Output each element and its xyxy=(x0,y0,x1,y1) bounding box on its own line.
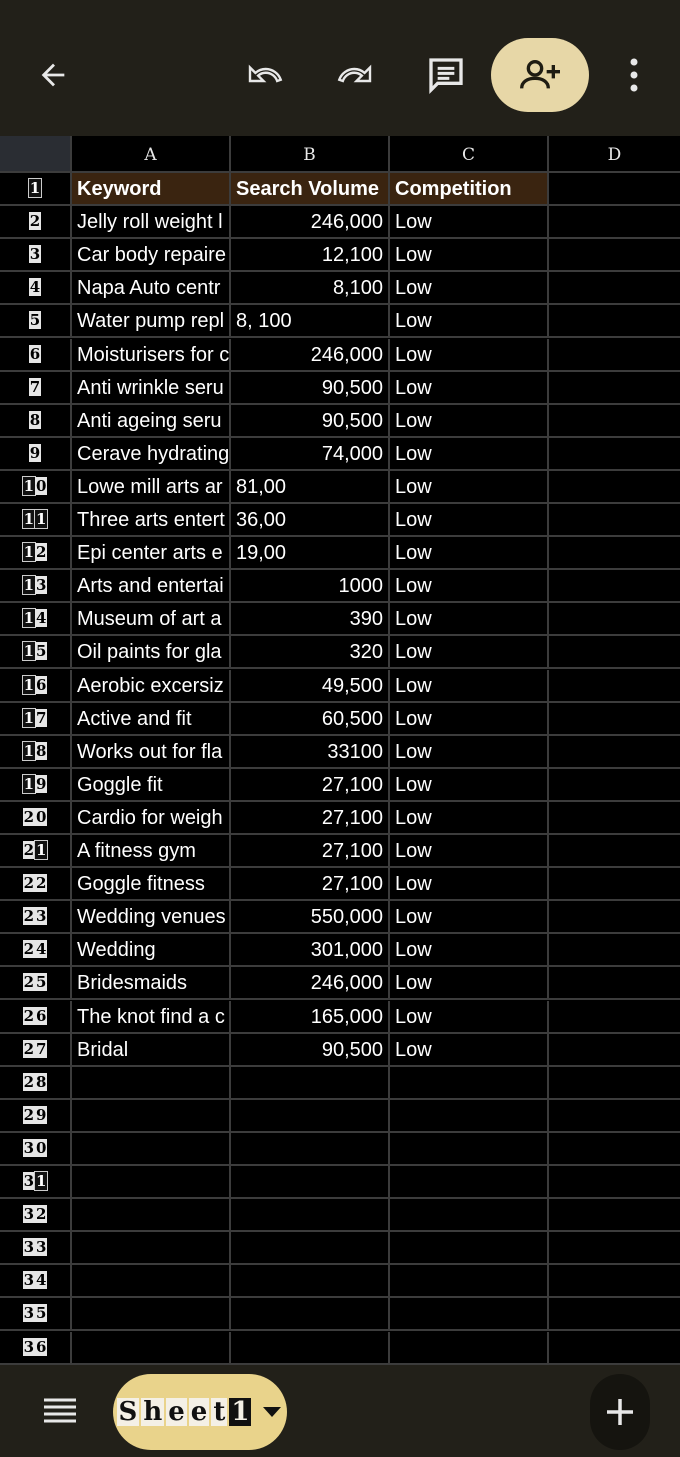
cell-c[interactable]: Low xyxy=(390,438,549,471)
cell-a[interactable]: Museum of art a xyxy=(72,603,231,636)
cell-a[interactable]: Cardio for weigh xyxy=(72,802,231,835)
table-row xyxy=(0,206,680,239)
share-button[interactable] xyxy=(491,38,589,112)
cell-a[interactable] xyxy=(72,1067,231,1100)
cell-b[interactable]: 27,100 xyxy=(231,802,390,835)
row-number-label: 1 1 xyxy=(23,510,47,528)
cell-c[interactable]: Low xyxy=(390,636,549,669)
cell-a[interactable]: Keyword xyxy=(72,173,231,206)
table-row xyxy=(0,670,680,703)
table-row xyxy=(0,1199,680,1232)
cell-b[interactable]: 1000 xyxy=(231,570,390,603)
cell-a[interactable]: Wedding venues xyxy=(72,901,231,934)
cell-c[interactable] xyxy=(390,1166,549,1199)
row-number-label: 2 3 xyxy=(23,907,47,926)
cell-c[interactable] xyxy=(390,1298,549,1331)
cell-a[interactable]: Bridal xyxy=(72,1034,231,1067)
cell-a[interactable] xyxy=(72,1232,231,1265)
cell-b[interactable]: 320 xyxy=(231,636,390,669)
cell-d[interactable] xyxy=(549,1001,680,1034)
row-number[interactable] xyxy=(0,1034,72,1067)
cell-d[interactable] xyxy=(549,1298,680,1331)
row-number-label: 2 4 xyxy=(23,940,47,959)
cell-b[interactable]: 90,500 xyxy=(231,372,390,405)
cell-a[interactable]: Anti wrinkle seru xyxy=(72,372,231,405)
cell-b[interactable]: 90,500 xyxy=(231,1034,390,1067)
table-row xyxy=(0,537,680,570)
cell-d[interactable] xyxy=(549,405,680,438)
cell-c[interactable]: Low xyxy=(390,537,549,570)
table-row xyxy=(0,305,680,338)
table-row xyxy=(0,802,680,835)
cell-d[interactable] xyxy=(549,173,680,206)
row-number[interactable] xyxy=(0,934,72,967)
cell-c[interactable]: Low xyxy=(390,206,549,239)
cell-d[interactable] xyxy=(549,967,680,1000)
sheet-tab-label: S h e e t 1 xyxy=(118,1397,250,1427)
row-number-label: 6 xyxy=(29,344,41,363)
cell-b[interactable] xyxy=(231,1133,390,1166)
table-row xyxy=(0,239,680,272)
undo-button[interactable] xyxy=(240,50,290,100)
cell-b[interactable] xyxy=(231,1298,390,1331)
cell-a[interactable]: Bridesmaids xyxy=(72,967,231,1000)
back-button[interactable] xyxy=(28,50,78,100)
row-number-label: 8 xyxy=(29,410,41,429)
row-number[interactable] xyxy=(0,1265,72,1298)
cell-b[interactable]: 27,100 xyxy=(231,835,390,868)
sheet-tab[interactable] xyxy=(113,1374,287,1450)
row-number[interactable] xyxy=(0,1199,72,1232)
row-number-label: 1 8 xyxy=(23,741,47,760)
cell-a[interactable]: Epi center arts e xyxy=(72,537,231,570)
column-header-d[interactable]: D xyxy=(549,136,680,173)
row-number-label: 3 3 xyxy=(23,1238,47,1257)
row-number-label: 2 xyxy=(29,212,41,231)
cell-b[interactable]: 390 xyxy=(231,603,390,636)
row-number-label: 2 1 xyxy=(23,841,47,859)
row-number[interactable] xyxy=(0,967,72,1000)
cell-a[interactable]: Goggle fit xyxy=(72,769,231,802)
row-number-label: 3 5 xyxy=(23,1304,47,1323)
table-row xyxy=(0,769,680,802)
row-number[interactable] xyxy=(0,471,72,504)
cell-d[interactable] xyxy=(549,239,680,272)
cell-d[interactable] xyxy=(549,736,680,769)
row-number-label: 9 xyxy=(29,443,41,462)
row-number-label: 3 4 xyxy=(23,1271,47,1290)
cell-d[interactable] xyxy=(549,1034,680,1067)
table-row xyxy=(0,1298,680,1331)
cell-b[interactable]: 49,500 xyxy=(231,670,390,703)
cell-a[interactable] xyxy=(72,1199,231,1232)
cell-d[interactable] xyxy=(549,1332,680,1365)
row-number-label: 2 8 xyxy=(23,1072,47,1091)
cell-c[interactable]: Low xyxy=(390,835,549,868)
cell-d[interactable] xyxy=(549,1265,680,1298)
cell-a[interactable] xyxy=(72,1298,231,1331)
plus-icon xyxy=(604,1396,636,1428)
cell-b[interactable]: 74,000 xyxy=(231,438,390,471)
cell-b[interactable]: 60,500 xyxy=(231,703,390,736)
row-number[interactable] xyxy=(0,1166,72,1199)
cell-d[interactable] xyxy=(549,1100,680,1133)
redo-button[interactable] xyxy=(330,50,380,100)
cell-d[interactable] xyxy=(549,636,680,669)
table-row xyxy=(0,1166,680,1199)
hamburger-menu-icon xyxy=(42,1396,78,1426)
cell-a[interactable]: Car body repaire xyxy=(72,239,231,272)
row-number-label: 3 6 xyxy=(23,1337,47,1356)
row-number[interactable] xyxy=(0,339,72,372)
add-person-icon xyxy=(518,55,562,95)
row-number[interactable] xyxy=(0,570,72,603)
cell-c[interactable]: Low xyxy=(390,1034,549,1067)
cell-c[interactable]: Low xyxy=(390,736,549,769)
table-row xyxy=(0,372,680,405)
cell-d[interactable] xyxy=(549,438,680,471)
cell-b[interactable] xyxy=(231,1265,390,1298)
table-row xyxy=(0,272,680,305)
cell-b[interactable] xyxy=(231,1100,390,1133)
row-number[interactable] xyxy=(0,305,72,338)
comment-icon xyxy=(426,55,466,95)
column-header-a[interactable]: A xyxy=(72,136,231,173)
table-row xyxy=(0,1067,680,1100)
row-number[interactable] xyxy=(0,736,72,769)
cell-c[interactable]: Low xyxy=(390,570,549,603)
row-number-label: 4 xyxy=(29,278,41,297)
row-number-label: 1 xyxy=(29,179,41,197)
cell-c[interactable]: Low xyxy=(390,670,549,703)
row-number-label: 2 6 xyxy=(23,1006,47,1025)
cell-a[interactable]: The knot find a c xyxy=(72,1001,231,1034)
row-number-label: 5 xyxy=(29,311,41,330)
cell-a[interactable]: Aerobic excersiz xyxy=(72,670,231,703)
row-number-label: 1 3 xyxy=(23,576,47,595)
row-number-label: 3 1 xyxy=(23,1172,47,1190)
cell-c[interactable]: Low xyxy=(390,239,549,272)
row-number[interactable] xyxy=(0,1067,72,1100)
row-number[interactable] xyxy=(0,1298,72,1331)
row-number[interactable] xyxy=(0,835,72,868)
table-row xyxy=(0,570,680,603)
table-row xyxy=(0,1133,680,1166)
cell-c[interactable] xyxy=(390,1133,549,1166)
row-number[interactable] xyxy=(0,438,72,471)
table-row xyxy=(0,1265,680,1298)
cell-d[interactable] xyxy=(549,603,680,636)
cell-a[interactable] xyxy=(72,1133,231,1166)
row-number[interactable] xyxy=(0,636,72,669)
cell-b[interactable] xyxy=(231,1332,390,1365)
cell-b[interactable]: 27,100 xyxy=(231,868,390,901)
cell-a[interactable]: Active and fit xyxy=(72,703,231,736)
table-row xyxy=(0,835,680,868)
row-number-label: 1 7 xyxy=(23,708,47,727)
table-row xyxy=(0,934,680,967)
row-number-label: 3 2 xyxy=(23,1205,47,1224)
cell-c[interactable]: Low xyxy=(390,769,549,802)
cell-b[interactable] xyxy=(231,1067,390,1100)
cell-d[interactable] xyxy=(549,901,680,934)
cell-d[interactable] xyxy=(549,1133,680,1166)
cell-c[interactable]: Low xyxy=(390,405,549,438)
cell-a[interactable]: Cerave hydrating xyxy=(72,438,231,471)
cell-d[interactable] xyxy=(549,802,680,835)
row-number[interactable] xyxy=(0,173,72,206)
cell-d[interactable] xyxy=(549,272,680,305)
cell-b[interactable]: 301,000 xyxy=(231,934,390,967)
cell-c[interactable] xyxy=(390,1100,549,1133)
cell-d[interactable] xyxy=(549,670,680,703)
more-options-button[interactable] xyxy=(614,50,654,100)
all-sheets-button[interactable] xyxy=(38,1393,82,1429)
add-sheet-button[interactable] xyxy=(590,1374,650,1450)
cell-b[interactable]: 12,100 xyxy=(231,239,390,272)
cell-d[interactable] xyxy=(549,1067,680,1100)
cell-c[interactable] xyxy=(390,1232,549,1265)
cell-d[interactable] xyxy=(549,1232,680,1265)
cell-c[interactable]: Low xyxy=(390,967,549,1000)
row-number[interactable] xyxy=(0,868,72,901)
cell-a[interactable] xyxy=(72,1100,231,1133)
cell-a[interactable] xyxy=(72,1332,231,1365)
select-all-corner[interactable] xyxy=(0,136,72,173)
cell-b[interactable] xyxy=(231,1232,390,1265)
top-toolbar xyxy=(0,0,680,136)
cell-d[interactable] xyxy=(549,835,680,868)
cell-a[interactable]: Arts and entertai xyxy=(72,570,231,603)
table-row xyxy=(0,703,680,736)
table-row xyxy=(0,636,680,669)
cell-c[interactable]: Low xyxy=(390,1001,549,1034)
row-number[interactable] xyxy=(0,1100,72,1133)
cell-c[interactable]: Low xyxy=(390,868,549,901)
row-number-label: 1 4 xyxy=(23,609,47,628)
cell-a[interactable]: Lowe mill arts ar xyxy=(72,471,231,504)
row-number-label: 2 7 xyxy=(23,1039,47,1058)
cell-a[interactable]: Moisturisers for c xyxy=(72,339,231,372)
undo-icon xyxy=(247,57,283,93)
cell-a[interactable] xyxy=(72,1166,231,1199)
table-row xyxy=(0,1100,680,1133)
cell-a[interactable]: A fitness gym xyxy=(72,835,231,868)
row-number-label: 2 5 xyxy=(23,973,47,992)
cell-d[interactable] xyxy=(549,1166,680,1199)
table-row xyxy=(0,736,680,769)
cell-d[interactable] xyxy=(549,504,680,537)
row-number[interactable] xyxy=(0,769,72,802)
cell-a[interactable]: Goggle fitness xyxy=(72,868,231,901)
cell-a[interactable]: Napa Auto centr xyxy=(72,272,231,305)
cell-b[interactable]: 90,500 xyxy=(231,405,390,438)
cell-b[interactable]: 550,000 xyxy=(231,901,390,934)
cell-a[interactable]: Anti ageing seru xyxy=(72,405,231,438)
row-number-label: 2 0 xyxy=(23,807,47,826)
table-row xyxy=(0,1034,680,1067)
table-row xyxy=(0,967,680,1000)
cell-c[interactable]: Competition xyxy=(390,173,549,206)
cell-c[interactable]: Low xyxy=(390,934,549,967)
table-row xyxy=(0,339,680,372)
caret-down-icon xyxy=(261,1405,283,1419)
spreadsheet-grid[interactable] xyxy=(0,136,680,1365)
column-header-c[interactable]: C xyxy=(390,136,549,173)
row-number-label: 1 5 xyxy=(23,642,47,661)
row-number-label: 3 0 xyxy=(23,1138,47,1157)
row-number[interactable] xyxy=(0,1001,72,1034)
cell-b[interactable]: 19,00 xyxy=(231,537,390,570)
table-row xyxy=(0,1232,680,1265)
row-number[interactable] xyxy=(0,272,72,305)
row-number[interactable] xyxy=(0,1133,72,1166)
table-row xyxy=(0,1001,680,1034)
cell-d[interactable] xyxy=(549,537,680,570)
row-number-label: 3 xyxy=(29,245,41,264)
table-row xyxy=(0,901,680,934)
row-number[interactable] xyxy=(0,239,72,272)
table-row xyxy=(0,1332,680,1365)
arrow-left-icon xyxy=(36,58,70,92)
cell-c[interactable]: Low xyxy=(390,471,549,504)
cell-c[interactable]: Low xyxy=(390,901,549,934)
row-number[interactable] xyxy=(0,901,72,934)
row-number[interactable] xyxy=(0,603,72,636)
row-number[interactable] xyxy=(0,504,72,537)
cell-c[interactable] xyxy=(390,1332,549,1365)
table-row xyxy=(0,405,680,438)
cell-c[interactable]: Low xyxy=(390,305,549,338)
cell-b[interactable]: 165,000 xyxy=(231,1001,390,1034)
cell-d[interactable] xyxy=(549,339,680,372)
cell-d[interactable] xyxy=(549,1199,680,1232)
cell-a[interactable] xyxy=(72,1265,231,1298)
row-number[interactable] xyxy=(0,372,72,405)
cell-d[interactable] xyxy=(549,372,680,405)
table-row xyxy=(0,438,680,471)
cell-c[interactable] xyxy=(390,1265,549,1298)
cell-d[interactable] xyxy=(549,471,680,504)
row-number-label: 1 2 xyxy=(23,543,47,562)
cell-a[interactable]: Jelly roll weight l xyxy=(72,206,231,239)
cell-d[interactable] xyxy=(549,570,680,603)
cell-a[interactable]: Water pump repl xyxy=(72,305,231,338)
cell-c[interactable]: Low xyxy=(390,603,549,636)
row-number[interactable] xyxy=(0,670,72,703)
row-number[interactable] xyxy=(0,206,72,239)
cell-a[interactable]: Wedding xyxy=(72,934,231,967)
cell-b[interactable]: 246,000 xyxy=(231,206,390,239)
table-row xyxy=(0,504,680,537)
cell-b[interactable]: 81,00 xyxy=(231,471,390,504)
row-number[interactable] xyxy=(0,703,72,736)
row-number-label: 1 0 xyxy=(23,476,47,495)
row-number[interactable] xyxy=(0,1232,72,1265)
column-header-b[interactable]: B xyxy=(231,136,390,173)
table-row xyxy=(0,471,680,504)
comment-button[interactable] xyxy=(420,50,472,100)
cell-a[interactable]: Works out for fla xyxy=(72,736,231,769)
cell-b[interactable] xyxy=(231,1199,390,1232)
cell-d[interactable] xyxy=(549,305,680,338)
row-number-label: 2 2 xyxy=(23,874,47,893)
table-row xyxy=(0,603,680,636)
header-row xyxy=(0,173,680,206)
row-number[interactable] xyxy=(0,405,72,438)
row-number-label: 7 xyxy=(29,377,41,396)
row-number[interactable] xyxy=(0,537,72,570)
cell-c[interactable] xyxy=(390,1067,549,1100)
cell-d[interactable] xyxy=(549,934,680,967)
more-vertical-icon xyxy=(628,57,640,93)
redo-icon xyxy=(337,57,373,93)
row-number-label: 2 9 xyxy=(23,1105,47,1124)
bottom-bar xyxy=(0,1365,680,1457)
cell-c[interactable]: Low xyxy=(390,272,549,305)
cell-b[interactable]: 246,000 xyxy=(231,339,390,372)
row-number[interactable] xyxy=(0,802,72,835)
cell-c[interactable]: Low xyxy=(390,504,549,537)
cell-d[interactable] xyxy=(549,206,680,239)
cell-a[interactable]: Oil paints for gla xyxy=(72,636,231,669)
cell-c[interactable]: Low xyxy=(390,339,549,372)
cell-d[interactable] xyxy=(549,769,680,802)
row-number-label: 1 6 xyxy=(23,675,47,694)
cell-b[interactable]: Search Volume xyxy=(231,173,390,206)
row-number[interactable] xyxy=(0,1332,72,1365)
cell-b[interactable]: 27,100 xyxy=(231,769,390,802)
cell-b[interactable]: 246,000 xyxy=(231,967,390,1000)
cell-b[interactable]: 8, 100 xyxy=(231,305,390,338)
cell-c[interactable]: Low xyxy=(390,802,549,835)
cell-d[interactable] xyxy=(549,703,680,736)
cell-b[interactable]: 36,00 xyxy=(231,504,390,537)
cell-d[interactable] xyxy=(549,868,680,901)
row-number-label: 1 9 xyxy=(23,774,47,793)
cell-a[interactable]: Three arts entert xyxy=(72,504,231,537)
cell-c[interactable]: Low xyxy=(390,703,549,736)
cell-b[interactable]: 33100 xyxy=(231,736,390,769)
cell-b[interactable]: 8,100 xyxy=(231,272,390,305)
cell-b[interactable] xyxy=(231,1166,390,1199)
cell-c[interactable]: Low xyxy=(390,372,549,405)
cell-c[interactable] xyxy=(390,1199,549,1232)
table-row xyxy=(0,868,680,901)
